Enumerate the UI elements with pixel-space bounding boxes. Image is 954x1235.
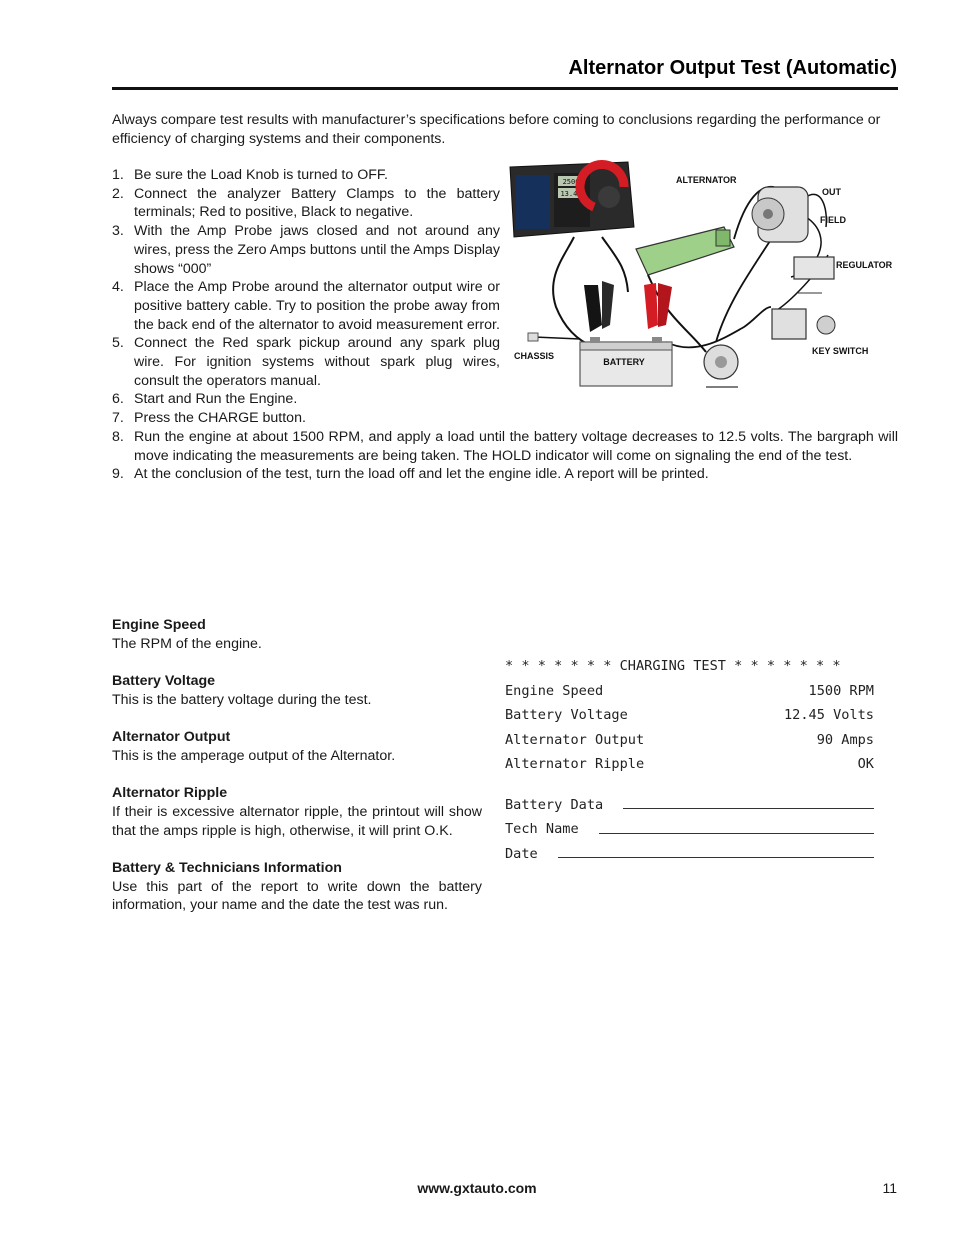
- step-text: Place the Amp Probe around the alternator output wire or positive battery cable. Try to position the probe away from the back end of the alternator to avoid measurement error.: [134, 279, 500, 333]
- definition-body: If their is excessive alternator ripple, the printout will show that the amps ripple is high, otherwise, it will print O.K.: [112, 803, 482, 839]
- step-text: Press the CHARGE button.: [134, 410, 306, 427]
- step-item: [112, 222, 500, 278]
- step-item: [112, 185, 500, 222]
- red-clamp-icon: [644, 283, 672, 329]
- key-switch-icon: [772, 309, 868, 356]
- step-number: 2.: [112, 185, 124, 202]
- step-item: [112, 428, 898, 465]
- definition-body: The RPM of the engine.: [112, 635, 262, 652]
- report-spacer: [505, 777, 883, 793]
- step-number: 4.: [112, 279, 124, 296]
- fill-field-label: Date: [505, 845, 538, 862]
- definition-title: Battery & Technicians Information: [112, 860, 342, 877]
- fill-field-label: Battery Data: [505, 796, 604, 813]
- fill-field-line: [558, 842, 874, 859]
- definition-body: Use this part of the report to write down the battery information, your name and the date the test was run.: [112, 878, 482, 914]
- page-title: Alternator Output Test (Automatic): [568, 57, 897, 79]
- definition-item: [112, 616, 482, 653]
- step-text: With the Amp Probe jaws closed and not around any wires, press the Zero Amps buttons until the Amps Display shows “000”: [134, 223, 500, 277]
- step-number: 9.: [112, 466, 124, 483]
- definition-body: This is the amperage output of the Alternator.: [112, 747, 396, 764]
- key-switch-label: KEY SWITCH: [812, 346, 869, 356]
- report-row-value: 12.45 Volts: [783, 707, 874, 723]
- definition-item: [112, 728, 482, 765]
- alternator-icon: [676, 175, 846, 242]
- step-text: Connect the analyzer Battery Clamps to the battery terminals; Red to positive, Black to negative.: [134, 185, 500, 221]
- display-volts: 13.48: [560, 190, 582, 198]
- step-text: Run the engine at about 1500 RPM, and apply a load until the battery voltage decreases to 12.5 volts. The bargraph will move indicating the measurements are being taken. The HOLD indicator will come on signaling the end of the test.: [134, 428, 898, 464]
- step-number: 7.: [112, 410, 124, 427]
- report-row-label: Battery Voltage: [505, 707, 628, 723]
- definition-title: Alternator Ripple: [112, 785, 228, 802]
- definition-item: [112, 859, 482, 915]
- report-row: [505, 703, 874, 728]
- step-number: 6.: [112, 391, 124, 408]
- fill-field-label: Tech Name: [505, 821, 579, 837]
- report-row-value: 1500 RPM: [808, 682, 874, 699]
- step-item: [112, 278, 500, 334]
- definition-item: [112, 784, 482, 840]
- battery-label: BATTERY: [603, 357, 645, 367]
- definitions-section: [112, 616, 482, 934]
- chassis-label: CHASSIS: [514, 351, 555, 361]
- step-text: Start and Run the Engine.: [134, 391, 298, 408]
- definition-title: Battery Voltage: [112, 673, 216, 690]
- report-row-label: Alternator Ripple: [505, 756, 645, 772]
- report-row: [505, 728, 874, 753]
- alternator-label: ALTERNATOR: [676, 175, 737, 185]
- step-number: 1.: [112, 167, 124, 183]
- definition-title: Engine Speed: [112, 617, 206, 633]
- out-terminal-label: OUT: [822, 187, 841, 197]
- field-terminal-label: FIELD: [820, 215, 846, 225]
- amp-probe-icon: [636, 227, 734, 275]
- definition-title: Alternator Output: [112, 729, 231, 746]
- definition-body: This is the battery voltage during the test.: [112, 691, 372, 708]
- display-rpm: 2500: [562, 178, 580, 186]
- step-number: 5.: [112, 335, 124, 352]
- regulator-icon: [794, 257, 893, 293]
- report-fill-field: [505, 793, 874, 818]
- step-item: [112, 166, 500, 185]
- step-text: Connect the Red spark pickup around any spark plug wire. For ignition systems without spark plug wires, consult the operators manual.: [134, 335, 500, 389]
- report-row: [505, 752, 874, 777]
- chassis-ground-icon: [514, 333, 580, 361]
- wiring-diagram: [506, 157, 898, 403]
- step-text: Be sure the Load Knob is turned to OFF.: [134, 167, 388, 183]
- fill-field-line: [599, 817, 874, 834]
- report-fill-field: [505, 817, 874, 842]
- report-row-label: Alternator Output: [505, 731, 645, 748]
- regulator-label: REGULATOR: [836, 260, 893, 270]
- report-fill-field: [505, 842, 874, 867]
- battery-icon: [580, 337, 672, 386]
- analyzer-unit: [510, 162, 634, 237]
- intro-paragraph: Always compare test results with manufacturer’s specifications before coming to conclusions regarding the performance or efficiency of charging systems and their components.: [112, 112, 881, 147]
- report-header: * * * * * * * CHARGING TEST * * * * * * *: [505, 658, 841, 674]
- starter-icon: [704, 345, 738, 387]
- step-item: [112, 465, 898, 484]
- black-clamp-icon: [584, 281, 614, 332]
- report-row-value: 90 Amps: [816, 731, 874, 748]
- definition-item: [112, 672, 482, 709]
- step-item: [112, 409, 898, 428]
- step-text: At the conclusion of the test, turn the load off and let the engine idle. A report will be printed.: [134, 466, 709, 483]
- fill-field-line: [623, 793, 874, 810]
- report-row-label: Engine Speed: [505, 682, 604, 699]
- footer-url: www.gxtauto.com: [417, 1180, 537, 1196]
- step-number: 3.: [112, 223, 124, 240]
- report-row: [505, 679, 874, 704]
- step-item: [112, 334, 500, 390]
- title-rule: [112, 87, 898, 90]
- step-number: 8.: [112, 428, 124, 445]
- page-number: 11: [882, 1180, 897, 1196]
- sample-report-printout: [505, 654, 883, 866]
- report-row-value: OK: [857, 756, 874, 772]
